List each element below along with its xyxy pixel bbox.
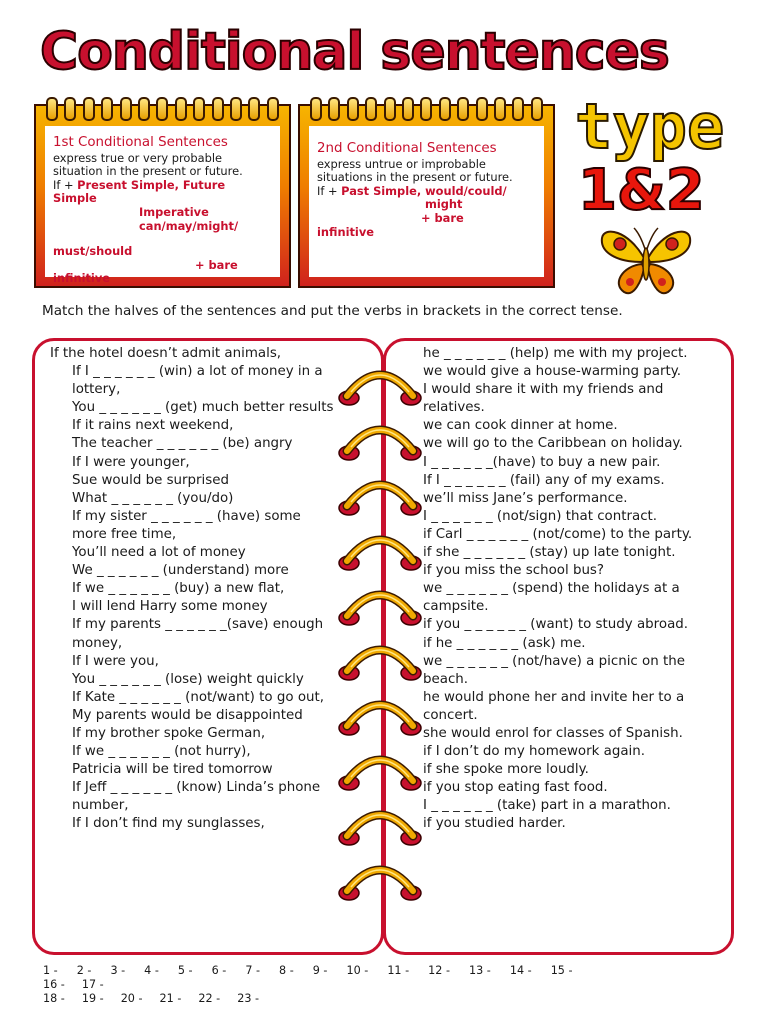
spiral-ring-icon [248,97,260,121]
answer-slot[interactable]: 1 - [43,964,58,977]
answer-slot[interactable]: 22 - [198,992,221,1006]
answer-slot[interactable]: 10 - [346,964,369,977]
spiral-ring-icon [193,97,205,121]
spiral-ring-icon [339,815,421,845]
list-item: if you studied harder. [423,816,566,832]
list-item: we _ _ _ _ _ _ (spend) the holidays at a [423,581,680,597]
spiral-ring-icon [457,97,469,121]
list-item: I would share it with my friends and [423,382,664,398]
spiral-ring-icon [175,97,187,121]
spiral-ring-icon [46,97,58,121]
spiral-ring-icon [339,540,421,570]
instruction-text: Match the halves of the sentences and put the verbs in brackets in the correct tense. [42,303,623,319]
formula-text: might [425,197,463,212]
formula-text: Simple [53,191,97,206]
answer-slot[interactable]: 15 - [550,964,573,977]
spiral-ring-icon [420,97,432,121]
spiral-ring-icon [339,595,421,625]
list-item: number, [72,798,129,814]
spiral-ring-icon [212,97,224,121]
answer-row [43,964,733,978]
spiral-ring-icon [339,705,421,735]
list-item: if Carl _ _ _ _ _ _ (not/come) to the party. [423,526,693,542]
answer-slot[interactable]: 11 - [387,964,410,977]
answer-slot[interactable]: 12 - [428,964,450,977]
formula-text: + bare [195,257,238,272]
answer-row [43,992,733,1006]
spiral-ring-icon [439,97,451,121]
list-item: more free time, [72,526,177,542]
formula-text: infinitive [53,271,110,286]
spiral-ring-icon [120,97,132,121]
spiral-ring-icon [365,97,377,121]
spiral-ring-icon [339,375,421,405]
list-item: I _ _ _ _ _ _(have) to buy a new pair. [423,454,661,470]
card-formula [317,185,538,199]
spiral-ring-icon [384,97,396,121]
list-item: money, [72,635,123,651]
list-item: If Kate _ _ _ _ _ _ (not/want) to go out, [72,689,325,705]
spiral-ring-icon [101,97,113,121]
card-description: situations in the present or future. [317,170,513,185]
list-item: beach. [423,671,469,687]
card-description: situation in the present or future. [53,164,243,179]
answer-slot[interactable]: 4 - [144,964,159,977]
page-title: Conditional sentences [40,22,669,82]
answer-slot[interactable]: 14 - [509,964,532,977]
notebook-binding-rings [335,356,425,926]
formula-text: Imperative [139,204,209,219]
formula-text: Present Simple, Future [77,177,226,192]
answer-slot[interactable]: 7 - [245,964,261,977]
spiral-ring-icon [402,97,414,121]
spiral-ring-icon [138,97,150,121]
if-prefix: If + [317,183,342,198]
list-item: we can cook dinner at home. [423,418,618,434]
type-numbers: 1&2 [578,158,705,223]
spiral-ring-icon [347,97,359,121]
list-item: if she _ _ _ _ _ _ (stay) up late tonight. [423,545,676,561]
spiral-ring-icon [83,97,95,121]
list-item: If it rains next weekend, [72,418,234,434]
formula-text: Past Simple, would/could/ [341,183,507,198]
second-conditional-card [298,104,555,288]
butterfly-icon [598,222,694,300]
spiral-ring-icon [494,97,506,121]
card-description: express true or very probable [53,150,223,165]
card-heading: 2nd Conditional Sentences [317,141,497,156]
sentence-second-halves [423,345,713,834]
list-item: if she spoke more loudly. [423,762,589,778]
list-item: I _ _ _ _ _ _ (take) part in a marathon. [423,798,671,814]
list-item: We _ _ _ _ _ _ (understand) more [72,563,289,579]
type-label: type [575,90,725,163]
card-description: express untrue or improbable [317,156,486,171]
list-item: You _ _ _ _ _ _ (lose) weight quickly [72,671,304,687]
list-item: If my parents _ _ _ _ _ _(save) enough [72,617,324,633]
spiral-ring-icon [339,430,421,460]
list-item: If I _ _ _ _ _ _ (win) a lot of money in a [72,364,323,380]
list-item: campsite. [423,599,489,615]
list-item: If my brother spoke German, [72,725,266,741]
answer-slot[interactable]: 2 - [76,964,92,977]
answer-slot[interactable]: 13 - [469,964,491,977]
spiral-ring-icon [230,97,242,121]
list-item: If I _ _ _ _ _ _ (fail) any of my exams. [423,472,665,488]
list-item: My parents would be disappointed [72,707,303,723]
card-heading: 1st Conditional Sentences [53,135,228,150]
card-body [45,126,280,286]
list-item: lottery, [72,382,121,398]
answer-slot[interactable]: 20 - [120,992,143,1006]
spiral-ring-icon [310,97,322,121]
list-item: If I don’t find my sunglasses, [72,816,265,832]
list-item: Sue would be surprised [72,472,229,488]
spiral-ring-icon [339,650,421,680]
list-item: he _ _ _ _ _ _ (help) me with my project. [423,346,688,361]
answer-slot[interactable]: 21 - [159,992,182,1006]
list-item: she would enrol for classes of Spanish. [423,725,683,741]
if-prefix: If + [53,177,78,192]
list-item: If we _ _ _ _ _ _ (buy) a new flat, [72,581,285,597]
spiral-ring-icon [64,97,76,121]
answer-slot[interactable]: 5 - [177,964,193,977]
card-spiral [46,97,279,123]
list-item: If we _ _ _ _ _ _ (not hurry), [72,744,251,760]
list-item: The teacher _ _ _ _ _ _ (be) angry [72,436,293,452]
answer-slot[interactable]: 9 - [312,964,328,977]
formula-text: + bare [421,210,464,225]
list-item: if I don’t do my homework again. [423,744,646,760]
answer-slot[interactable]: 19 - [81,992,104,1006]
formula-text: infinitive [317,224,374,239]
list-item: Patricia will be tired tomorrow [72,762,273,778]
list-item: I _ _ _ _ _ _ (not/sign) that contract. [423,508,658,524]
answer-row [43,978,733,992]
list-item: we’ll miss Jane’s performance. [423,490,628,506]
spiral-ring-icon [476,97,488,121]
card-spiral [310,97,543,123]
spiral-ring-icon [267,97,279,121]
formula-text: can/may/might/ [139,218,239,233]
list-item: You _ _ _ _ _ _ (get) much better results [72,400,334,416]
list-item: relatives. [423,400,485,416]
list-item: if he _ _ _ _ _ _ (ask) me. [423,635,586,651]
answer-grid [43,964,733,1007]
card-body [309,126,544,277]
list-item: we will go to the Caribbean on holiday. [423,436,683,452]
list-item: we would give a house-warming party. [423,364,682,380]
spiral-ring-icon [328,97,340,121]
list-item: If I were younger, [72,454,190,470]
spiral-ring-icon [156,97,168,121]
list-item: If the hotel doesn’t admit animals, [50,346,282,361]
list-item: What _ _ _ _ _ _ (you/do) [72,490,234,506]
list-item: if you _ _ _ _ _ _ (want) to study abroad. [423,617,689,633]
answer-slot[interactable]: 6 - [211,964,227,977]
list-item: concert. [423,707,478,723]
list-item: if you miss the school bus? [423,563,605,579]
answer-slot[interactable]: 17 - [81,978,104,992]
spiral-ring-icon [339,870,421,900]
list-item: If my sister _ _ _ _ _ _ (have) some [72,508,301,524]
spiral-ring-icon [339,760,421,790]
card-formula [53,179,274,193]
answer-slot[interactable]: 18 - [43,992,65,1006]
list-item: You’ll need a lot of money [72,545,246,561]
list-item: If I were you, [72,653,159,669]
spiral-ring-icon [339,485,421,515]
list-item: if you stop eating fast food. [423,780,608,796]
sentence-first-halves [50,345,350,834]
answer-slot[interactable]: 23 - [237,992,260,1006]
answer-slot[interactable]: 3 - [110,964,126,977]
list-item: I will lend Harry some money [72,599,268,615]
list-item: we _ _ _ _ _ _ (not/have) a picnic on the [423,653,685,669]
first-conditional-card [34,104,291,288]
formula-text: must/should [53,244,133,259]
answer-slot[interactable]: 8 - [279,964,294,977]
list-item: If Jeff _ _ _ _ _ _ (know) Linda’s phone [72,780,321,796]
list-item: he would phone her and invite her to a [423,689,685,705]
spiral-ring-icon [531,97,543,121]
answer-slot[interactable]: 16 - [43,978,65,992]
spiral-ring-icon [512,97,524,121]
